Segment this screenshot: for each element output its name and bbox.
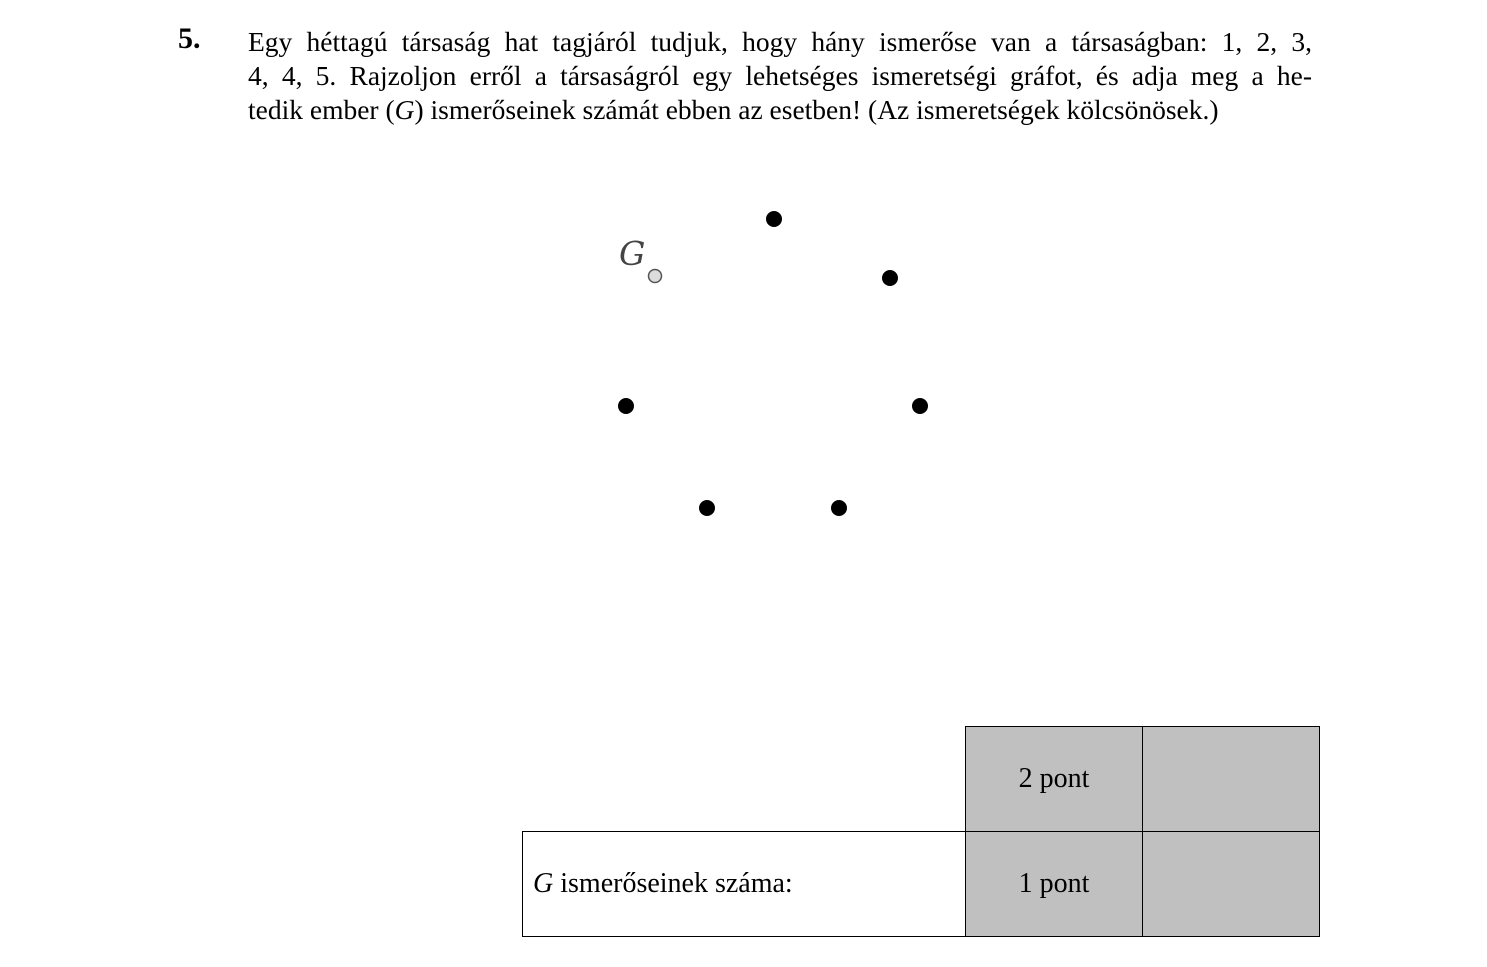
- answer-label-cell[interactable]: [523, 832, 966, 937]
- line3-before: tedik ember (: [248, 94, 395, 125]
- score-row-graph: [523, 727, 1320, 832]
- vertex-left[interactable]: [618, 398, 634, 414]
- line3-after: ) ismerőseinek számát ebben az esetben! (Az ismeretségek kölcsönösek.): [414, 94, 1219, 125]
- answer-label-var: G: [533, 868, 554, 899]
- problem-line-2: 4, 4, 5. Rajzoljon erről a társaságról egy lehetséges ismeretségi gráfot, és adja meg a he-: [248, 60, 1312, 91]
- score-entry-cell-graph[interactable]: [1143, 727, 1320, 832]
- problem-line-3: [248, 93, 1312, 127]
- answer-label-text: ismerőseinek száma:: [553, 868, 793, 899]
- vertex-lower-left[interactable]: [699, 500, 715, 516]
- problem-line-1: Egy héttagú társaság hat tagjáról tudjuk, hogy hány ismerőse van a társaságban: 1, 2, 3,: [248, 26, 1312, 57]
- vertex-right[interactable]: [912, 398, 928, 414]
- vertex-upper-right[interactable]: [882, 270, 898, 286]
- vertex-top[interactable]: [766, 211, 782, 227]
- line3-var: G: [394, 94, 415, 125]
- points-cell-graph: 2 pont: [966, 727, 1143, 832]
- problem-number: 5.: [178, 22, 201, 55]
- score-blank-cell: [523, 727, 966, 832]
- score-table: [522, 726, 1320, 937]
- vertex-g-label: G: [619, 234, 646, 273]
- vertex-g[interactable]: [649, 270, 662, 283]
- points-cell-count: 1 pont: [966, 832, 1143, 937]
- score-entry-cell-count[interactable]: [1143, 832, 1320, 937]
- vertex-lower-right[interactable]: [831, 500, 847, 516]
- problem-text: [248, 25, 1312, 127]
- score-row-count: [523, 832, 1320, 937]
